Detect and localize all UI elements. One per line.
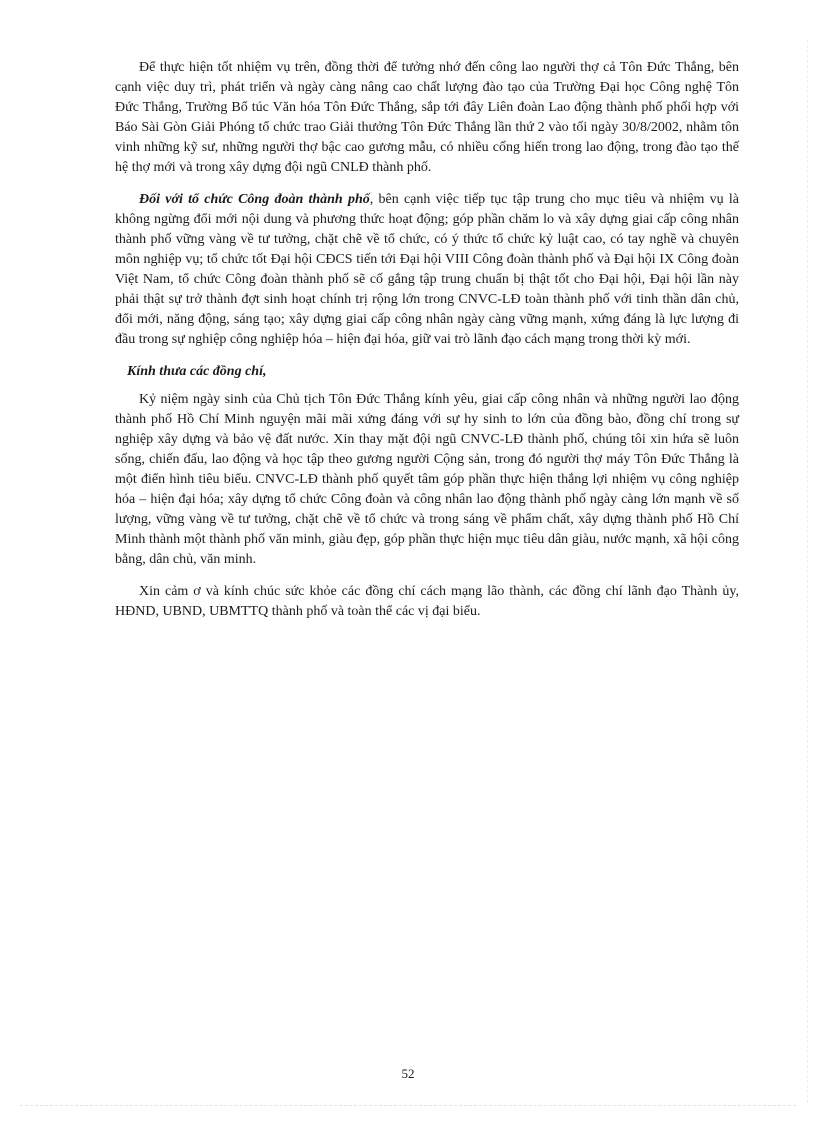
page-edge-rule — [807, 40, 808, 1103]
paragraph-text: , bên cạnh việc tiếp tục tập trung cho mục tiêu và nhiệm vụ là không ngừng đổi mới nội dung và phương thức hoạt động; góp phần chăm lo và xây dựng giai cấp công nhân thành phố vững vàng về tư tưởng, chặt chẽ về tổ chức, có ý thức tổ chức kỷ luật cao, có tay nghề và chuyên môn nghiệp vụ; tổ chức tốt Đại hội CĐCS tiến tới Đại hội VIII Công đoàn thành phố và Đại hội IX Công đoàn Việt Nam, tổ chức Công đoàn thành phố sẽ cố gắng tập trung chuẩn bị thật tốt cho Đại hội, Đại hội lần này phải thật sự trở thành đợt sinh hoạt chính trị rộng lớn trong CNVC-LĐ toàn thành phố với tinh thần dân chủ, đổi mới, năng động, sáng tạo; xây dựng giai cấp công nhân ngày càng vững mạnh, xứng đáng là lực lượng đi đầu trong sự nghiệp công nghiệp hóa – hiện đại hóa, giữ vai trò lãnh đạo cách mạng trong thời kỳ mới. — [115, 192, 739, 347]
document-body — [115, 58, 739, 634]
salutation-heading: Kính thưa các đồng chí, — [127, 364, 267, 379]
paragraph-union-organization — [115, 190, 739, 350]
paragraph-thanks: Xin cảm ơ và kính chúc sức khỏe các đồng chí cách mạng lão thành, các đồng chí lãnh đạo Thành ủy, HĐND, UBND, UBMTTQ thành phố và toàn thể các vị đại biểu. — [115, 584, 739, 619]
paragraph-tdt-award — [115, 58, 739, 178]
paragraph-commemoration: Kỷ niệm ngày sinh của Chủ tịch Tôn Đức Thắng kính yêu, giai cấp công nhân và những người lao động thành phố Hồ Chí Minh nguyện mãi mãi xứng đáng với sự hy sinh to lớn của đồng bào, đồng chí trong sự nghiệp xây dựng và bảo vệ đất nước. Xin thay mặt đội ngũ CNVC-LĐ thành phố, chúng tôi xin hứa sẽ luôn sống, chiến đấu, lao động và học tập theo gương người Cộng sản, trong đó người thợ máy Tôn Đức Thắng là một điển hình tiêu biểu. CNVC-LĐ thành phố quyết tâm góp phần thực hiện thắng lợi nhiệm vụ công nghiệp hóa – hiện đại hóa; xây dựng tổ chức Công đoàn và công nhân lao động thành phố ngày càng lớn mạnh về số lượng, vững vàng về tư tưởng, chặt chẽ về tổ chức và trong sáng về phẩm chất, xây dựng thành phố Hồ Chí Minh thành một thành phố văn minh, giàu đẹp, góp phần thực hiện mục tiêu dân giàu, nước mạnh, xã hội công bằng, dân chủ, văn minh. — [115, 392, 739, 567]
paragraph-text: Để thực hiện tốt nhiệm vụ trên, đồng thời để tưởng nhớ đến công lao người thợ cả Tôn Đức Thắng, bên cạnh việc duy trì, phát triển và ngày càng nâng cao chất lượng đào tạo của Trường Đại học Công nghệ Tôn Đức Thắng, Trường Bổ túc Văn hóa Tôn Đức Thắng, sắp tới đây Liên đoàn Lao động thành phố phối hợp với Báo Sài Gòn Giải Phóng tổ chức trao Giải thưởng Tôn Đức Thắng lần thứ 2 vào tối ngày 30/8/2002, nhằm tôn vinh những kỹ sư, những người thợ bậc cao gương mẫu, có nhiều cống hiến trong lao động, trong đào tạo thế hệ thợ mới và trong xây dựng đội ngũ CNLĐ thành phố. — [115, 60, 739, 175]
paragraph-lead: Đối với tổ chức Công đoàn thành phố — [139, 192, 370, 207]
page-bottom-rule — [20, 1105, 796, 1106]
page-number: 52 — [401, 1066, 415, 1081]
